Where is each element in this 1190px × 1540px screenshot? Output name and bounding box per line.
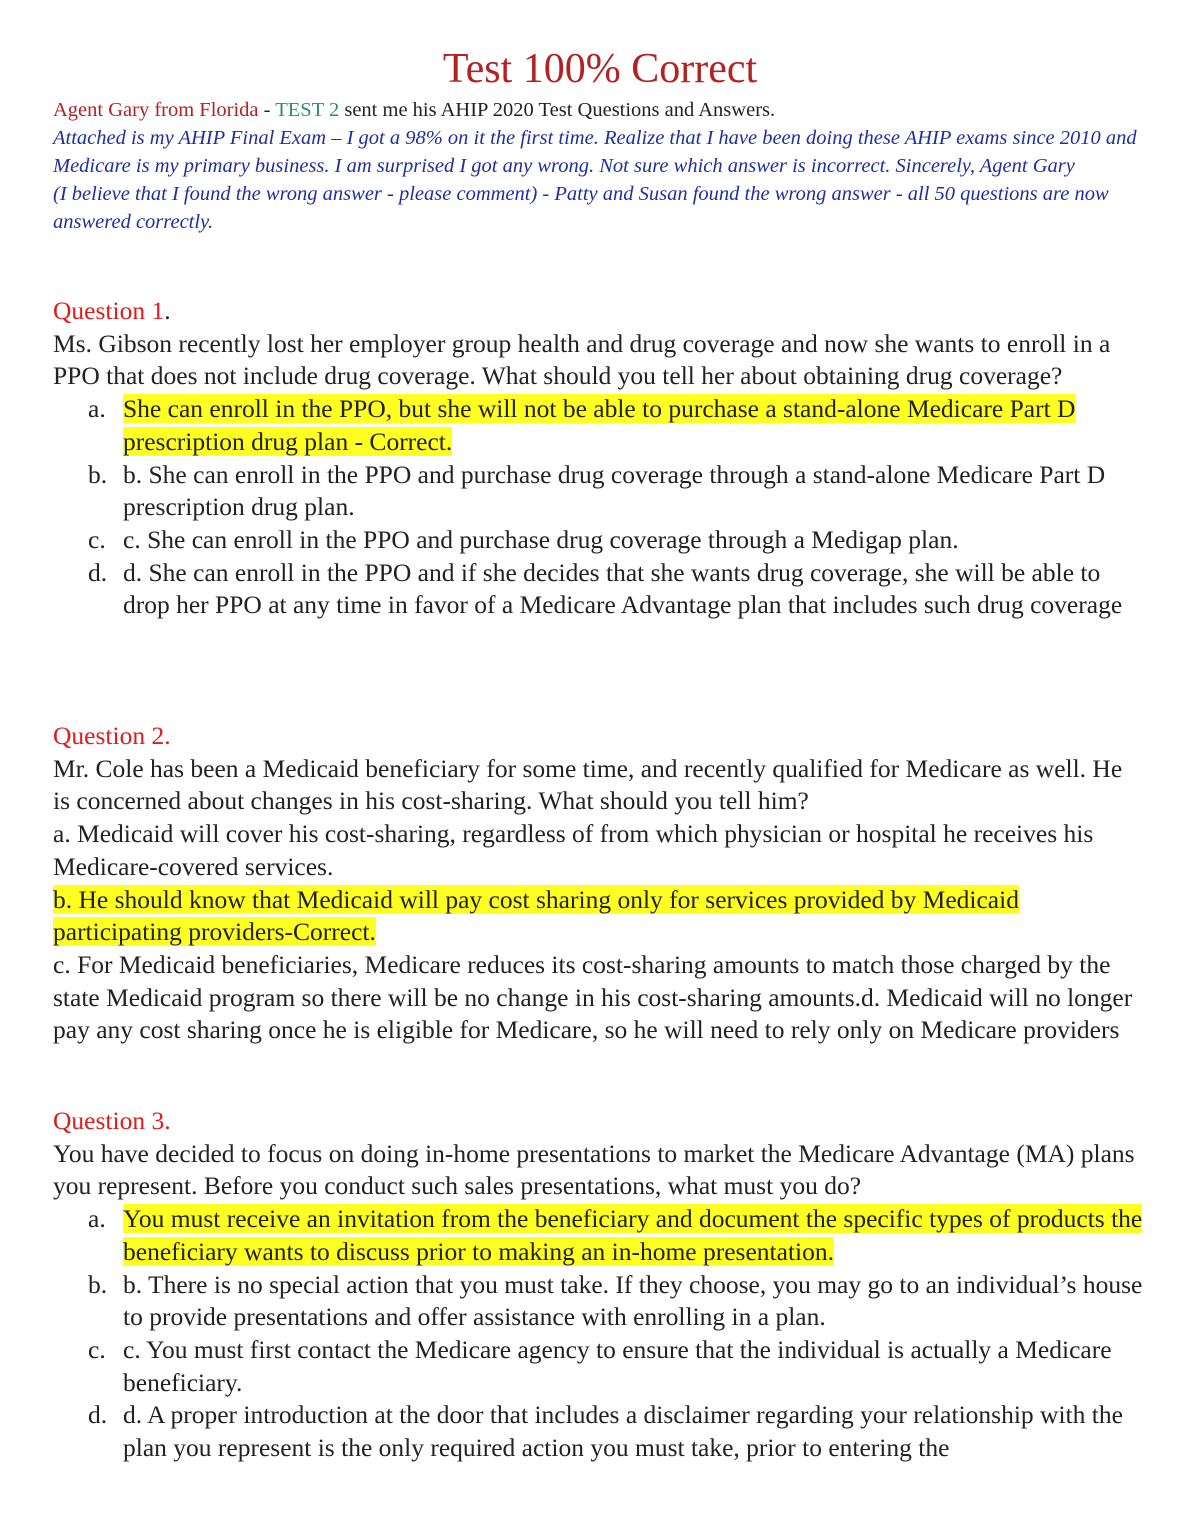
question-3 — [53, 1105, 1143, 1465]
answer-b — [53, 459, 1143, 524]
answer-d — [53, 1399, 1143, 1464]
answer-c-d: c. For Medicaid beneficiaries, Medicare reduces its cost-sharing amounts to match those charged by the state Medicaid program so there will be no change in his cost-sharing amounts.d. Medicaid will no longer pay any cost sharing once he is eligible for Medicare, so he will need to rely only on Medicare providers — [53, 949, 1133, 1045]
question-3-heading: Question 3. — [53, 1106, 171, 1135]
answer-a — [53, 393, 1143, 458]
question-2 — [53, 720, 1143, 1047]
answer-text: b. There is no special action that you must take. If they choose, you may go to an individual’s house to provide presentations and offer assistance with enrolling in a plan. — [123, 1269, 1143, 1332]
intro-note-2: (I believe that I found the wrong answer - please comment) - Patty and Susan found the wrong answer - all 50 questions are now answered correctly. — [53, 183, 1109, 233]
intro-rest: sent me his AHIP 2020 Test Questions and Answers. — [339, 99, 776, 121]
intro-note: Attached is my AHIP Final Exam – I got a 98% on it the first time. Realize that I have been doing these AHIP exams since 2010 and Medicare is my primary business. I am surprised I got any wrong. Not sure which answer is incorrect. Sincerely, Agent Gary — [53, 127, 1137, 177]
answer-text: c. You must first contact the Medicare agency to ensure that the individual is actually a Medicare beneficiary. — [123, 1334, 1112, 1397]
page-title: Test 100% Correct — [442, 46, 758, 92]
question-1-heading-text: Question 1 — [53, 296, 165, 325]
answer-a: a. Medicaid will cover his cost-sharing, regardless of from which physician or hospital he receives his Medicare-covered services. — [53, 819, 1094, 881]
answer-marker: c. — [88, 524, 106, 554]
question-1 — [53, 295, 1143, 622]
answer-marker: b. — [88, 459, 108, 489]
question-2-text: Mr. Cole has been a Medicaid beneficiary for some time, and recently qualified for Medicare as well. He is concerned about changes in his cost-sharing. What should you tell him? — [53, 753, 1123, 816]
question-2-heading: Question 2. — [53, 721, 171, 750]
answer-text: d. She can enroll in the PPO and if she decides that she wants drug coverage, she will be able to drop her PPO at any time in favor of a Medicare Advantage plan that includes such drug coverage — [123, 557, 1123, 620]
answer-marker: a. — [88, 394, 106, 424]
answer-marker: c. — [88, 1334, 106, 1364]
question-1-heading-dot: . — [164, 296, 171, 325]
intro-agent: Agent Gary from Florida — [53, 99, 264, 121]
question-1-text: Ms. Gibson recently lost her employer group health and drug coverage and now she wants to enroll in a PPO that does not include drug coverage. What should you tell her about obtaining drug coverage? — [53, 328, 1111, 391]
answer-marker: d. — [88, 557, 108, 587]
answer-text: b. She can enroll in the PPO and purchase drug coverage through a stand-alone Medicare Part D prescription drug plan. — [123, 459, 1106, 522]
intro-line — [53, 96, 1153, 124]
question-1-answers — [53, 393, 1143, 622]
answer-b — [53, 884, 1143, 949]
question-3-answers — [53, 1203, 1143, 1465]
intro-test-label: TEST 2 — [275, 99, 340, 121]
question-3-text: You have decided to focus on doing in-home presentations to market the Medicare Advantage (MA) plans you represent. Before you conduct such sales presentations, what must you do? — [53, 1138, 1135, 1201]
answer-marker: a. — [88, 1204, 106, 1234]
answer-text-correct: You must receive an invitation from the beneficiary and document the specific types of products the beneficiary wants to discuss prior to making an in-home presentation. — [123, 1204, 1143, 1266]
answer-text: c. She can enroll in the PPO and purchase drug coverage through a Medigap plan. — [123, 524, 959, 554]
question-1-heading — [53, 295, 1143, 328]
intro-block — [53, 96, 1153, 236]
answer-c — [53, 1334, 1143, 1399]
answer-b — [53, 1269, 1143, 1334]
answer-text-correct: She can enroll in the PPO, but she will not be able to purchase a stand-alone Medicare Part D prescription drug plan - Correct. — [123, 394, 1076, 456]
answer-marker: b. — [88, 1269, 108, 1299]
answer-d — [53, 557, 1143, 622]
intro-dash: - — [263, 99, 276, 121]
answer-marker: d. — [88, 1400, 108, 1430]
answer-a — [53, 1203, 1143, 1268]
answer-text: d. A proper introduction at the door that includes a disclaimer regarding your relationship with the plan you represent is the only required action you must take, prior to entering the — [123, 1400, 1123, 1463]
answer-text-correct: b. He should know that Medicaid will pay cost sharing only for services provided by Medicaid participating providers-Correct. — [53, 884, 1019, 947]
answer-c — [53, 524, 1143, 557]
